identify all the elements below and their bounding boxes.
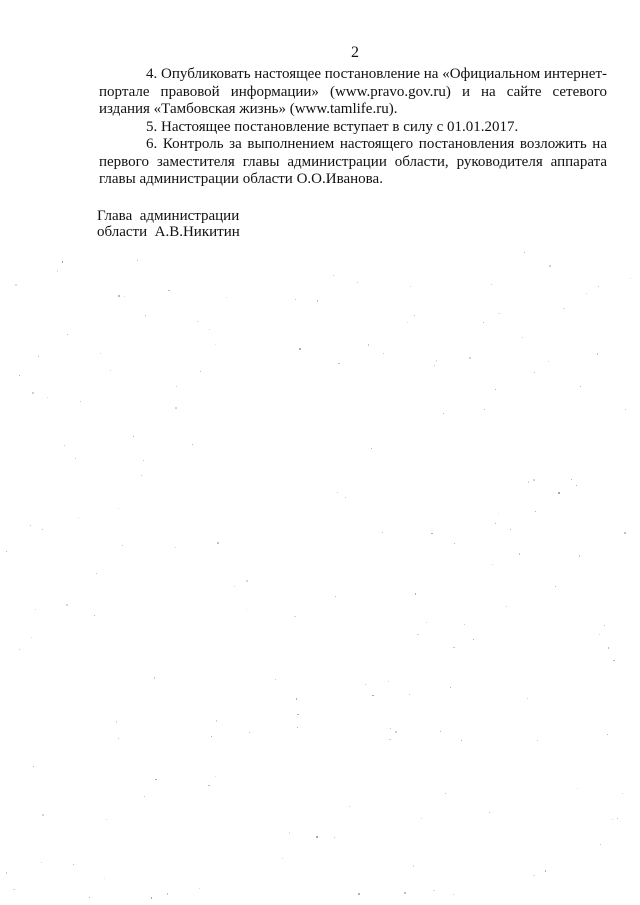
scan-speck [216, 720, 217, 721]
scan-speck [535, 511, 536, 512]
signature-position: Глава администрации [97, 208, 240, 224]
scan-speck [598, 286, 599, 287]
scan-speck [41, 862, 42, 863]
scan-speck [580, 386, 581, 387]
page-number: 2 [351, 44, 359, 61]
scan-speck [371, 448, 372, 449]
scan-speck [426, 622, 427, 623]
scan-speck [62, 261, 63, 262]
scan-speck [576, 485, 577, 486]
scan-speck [409, 694, 410, 695]
scan-speck [226, 297, 227, 298]
document-body [99, 66, 607, 189]
scan-speck [563, 308, 565, 310]
paragraph-control: 6. Контроль за выполнением настоящего постановления возложить на первого заместителя главы администрации области, руководителя аппарата главы администрации области О.О.Иванова. [99, 136, 607, 187]
scan-speck [32, 392, 33, 393]
scan-speck [73, 864, 74, 865]
scan-speck [141, 475, 142, 476]
scan-speck [297, 714, 298, 715]
signature-block [97, 208, 240, 240]
scan-speck [473, 639, 474, 640]
scan-speck [94, 615, 95, 616]
scan-speck [522, 337, 523, 338]
scan-speck [534, 372, 535, 373]
scan-speck [295, 299, 296, 300]
scan-speck [143, 460, 144, 461]
scan-speck [492, 564, 493, 565]
scan-speck [33, 766, 35, 768]
scan-speck [454, 543, 456, 545]
scan-speck [484, 409, 485, 410]
scan-speck [122, 545, 123, 546]
scan-speck [89, 897, 90, 898]
scan-speck [555, 586, 556, 587]
scan-speck [549, 265, 551, 267]
scan-speck [19, 375, 20, 376]
scan-speck [528, 481, 529, 482]
scan-speck [217, 542, 219, 544]
scan-speck [64, 445, 65, 446]
scan-speck [491, 284, 492, 285]
scan-speck [607, 734, 608, 735]
scan-speck [545, 870, 547, 872]
scan-speck [358, 893, 360, 895]
scan-speck [597, 353, 599, 355]
scan-speck [13, 889, 14, 890]
scan-speck [461, 740, 462, 741]
scan-speck [558, 492, 559, 493]
scan-speck [436, 360, 438, 362]
scan-speck [613, 660, 614, 661]
scan-speck [537, 740, 538, 741]
scan-speck [337, 492, 338, 493]
scan-speck [464, 624, 465, 625]
signature-name: области А.В.Никитин [97, 224, 240, 240]
scan-speck [527, 698, 528, 699]
scan-speck [625, 409, 626, 410]
scan-speck [246, 580, 248, 582]
scan-speck [453, 647, 454, 648]
scan-speck [389, 739, 390, 740]
scan-speck [388, 681, 389, 682]
scan-speck [612, 819, 614, 821]
scan-speck [415, 593, 416, 594]
scan-speck [296, 698, 298, 700]
scan-speck [42, 814, 44, 816]
scan-speck [413, 865, 414, 866]
scan-speck [151, 897, 152, 898]
scan-speck [338, 363, 339, 364]
scan-speck [431, 533, 433, 535]
scan-speck [445, 793, 446, 794]
scan-speck [469, 357, 471, 359]
scan-speck [510, 529, 511, 530]
scan-speck [167, 893, 168, 894]
scan-speck [30, 525, 31, 526]
scan-speck [433, 890, 435, 892]
scan-speck [345, 497, 346, 498]
scan-speck [215, 776, 216, 777]
scan-speck [110, 370, 111, 371]
scan-speck [6, 551, 8, 553]
scan-speck [414, 315, 415, 316]
scan-speck [548, 361, 549, 362]
scan-speck [335, 596, 336, 597]
scan-speck [80, 401, 81, 402]
scan-speck [249, 732, 250, 733]
scan-speck [31, 637, 32, 638]
scan-speck [211, 736, 212, 737]
scan-speck [453, 894, 454, 895]
scan-speck [599, 634, 600, 635]
scan-speck [19, 649, 20, 650]
paragraph-effective-date: 5. Настоящее постановление вступает в силу с 01.01.2017. [146, 118, 519, 135]
scan-speck [197, 321, 198, 322]
scan-speck [118, 295, 120, 297]
scan-speck [622, 793, 623, 794]
scan-speck [294, 616, 295, 617]
scan-speck [234, 586, 235, 587]
scan-speck [118, 508, 119, 509]
scan-speck [395, 731, 396, 732]
scan-speck [349, 806, 350, 807]
scan-speck [75, 458, 76, 459]
scan-speck [282, 858, 283, 859]
scan-speck [168, 290, 169, 291]
scan-speck [316, 836, 317, 837]
scan-speck [586, 293, 587, 294]
scan-speck [571, 479, 572, 480]
scan-speck [104, 878, 105, 879]
scan-speck [604, 625, 605, 626]
scan-speck [630, 278, 631, 279]
scan-speck [390, 728, 391, 729]
scan-speck [57, 270, 59, 272]
scan-speck [450, 687, 451, 688]
scan-speck [617, 818, 618, 819]
scan-speck [209, 329, 210, 330]
scan-speck [154, 677, 155, 678]
scan-speck [208, 785, 209, 786]
scan-speck [137, 260, 138, 261]
scan-speck [289, 832, 291, 834]
scan-speck [42, 529, 43, 530]
scan-speck [116, 721, 118, 723]
scan-speck [275, 679, 276, 680]
scan-speck [215, 344, 216, 345]
scan-speck [404, 892, 406, 894]
scan-speck [372, 695, 374, 697]
scan-speck [600, 844, 601, 845]
scan-speck [155, 779, 156, 780]
scan-speck [78, 517, 79, 518]
scan-speck [106, 819, 107, 820]
scan-speck [15, 284, 16, 285]
scan-speck [6, 872, 7, 873]
scan-speck [495, 389, 496, 390]
scan-speck [483, 322, 484, 323]
scan-speck [118, 738, 119, 739]
scan-speck [96, 573, 97, 574]
scan-speck [498, 313, 499, 314]
scan-speck [199, 888, 200, 889]
scan-speck [434, 365, 436, 367]
scan-speck [47, 397, 48, 398]
scan-speck [144, 796, 145, 797]
scan-speck [533, 479, 535, 481]
scan-speck [608, 647, 609, 648]
scan-speck [334, 837, 335, 838]
scan-speck [495, 523, 496, 524]
scan-speck [66, 604, 68, 606]
scan-speck [124, 296, 125, 297]
scan-speck [382, 532, 383, 533]
scan-speck [176, 386, 177, 387]
scan-speck [175, 407, 177, 409]
scan-speck [333, 275, 334, 276]
scan-speck [35, 609, 36, 610]
scan-speck [357, 282, 358, 283]
scan-speck [299, 348, 300, 349]
scan-speck [624, 532, 626, 534]
scan-speck [200, 371, 201, 372]
scan-speck [175, 547, 176, 548]
scan-speck [417, 634, 418, 635]
scan-speck [524, 252, 525, 253]
scan-speck [317, 300, 319, 302]
scan-speck [506, 606, 507, 607]
scan-speck [38, 356, 39, 357]
scan-speck [368, 344, 369, 345]
scan-speck [533, 875, 535, 877]
scan-speck [489, 812, 490, 813]
scan-speck [421, 818, 422, 819]
scan-speck [579, 555, 581, 557]
scan-speck [443, 413, 444, 414]
scan-speck [246, 609, 247, 610]
scan-speck [440, 731, 441, 732]
scan-speck [67, 334, 68, 335]
scan-speck [100, 353, 101, 354]
scan-speck [383, 353, 384, 354]
paragraph-publication: 4. Опубликовать настоящее постановление на «Официальном интернет-портале правовой информации» (www.pravo.gov.ru) и на сайте сетевого издания «Тамбовская жизнь» (www.tamlife.ru). [99, 66, 607, 117]
scan-speck [498, 513, 499, 514]
scan-speck [133, 436, 134, 437]
scan-speck [192, 444, 193, 445]
scan-speck [410, 286, 411, 287]
scan-speck [145, 315, 146, 316]
scan-speck [365, 684, 366, 685]
scan-speck [577, 788, 578, 789]
scan-speck [407, 322, 408, 323]
scan-speck [519, 553, 521, 555]
scan-speck [297, 727, 298, 728]
